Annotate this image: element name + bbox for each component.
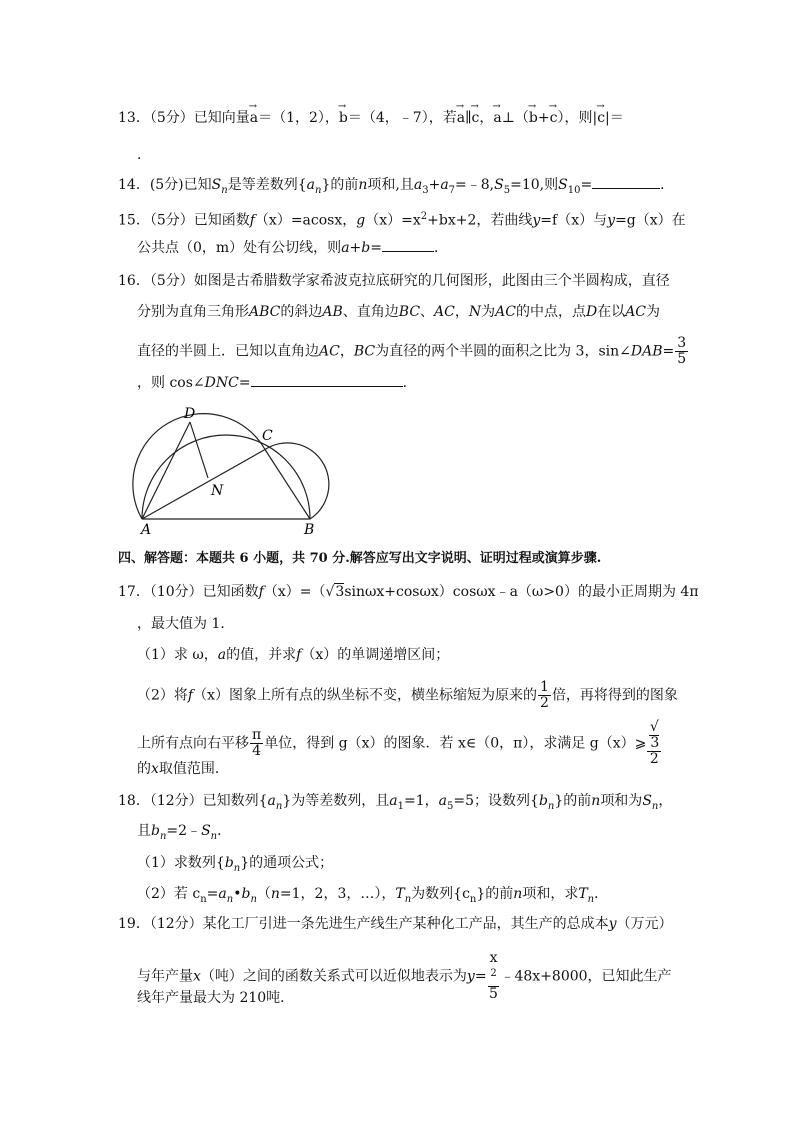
question-19-line-3: 线年产量最大为 210吨． [137, 990, 295, 1006]
fraction-3-5: $\frac{3}{5}$ [677, 335, 687, 367]
label-c: C [262, 428, 273, 444]
question-13-line-2: ． [137, 147, 151, 163]
label-b: B [304, 522, 315, 538]
question-17-part-2-line-3: 的x取值范围． [137, 761, 229, 777]
semicircle-ac [133, 414, 265, 519]
question-18-part-2: （2）若 $c_n=a_n•b_n(n=1$，2，3，…），$T_n$为数列$\{c_n\}$的前n项和，求$T_n$． [137, 886, 609, 905]
question-16-line-3: 直径的半圆上．已知以直角边AC，BC为直径的两个半圆的面积之比为 3，sin∠DAB= $\frac{3}{5}$ [137, 335, 687, 367]
fraction-x2-5: x $^2$ 5 [489, 950, 498, 1002]
label-n: N [211, 483, 224, 499]
question-13-line-1: 13．（5分）已知向量→ a＝（1，2），→ b＝（4，﹣7），若→ a∥→ c，→ a⊥（→ b+→ c），则|→ c|＝ [118, 108, 624, 128]
question-16-line-1: 16．（5分）如图是古希腊数学家希波克拉底研究的几何图形，此图由三个半圆构成，直径 [118, 273, 670, 289]
semicircle-bc [265, 443, 329, 519]
question-17-line-1: 17．（10分）已知函数f（x）=（√3sinωx+cosωx）cosωx﹣a（ω>0）的最小正周期为 4π [118, 584, 699, 600]
section-4-heading: 四、解答题：本题共 6 小题，共 70 分.解答应写出文字说明、证明过程或演算步骤. [118, 551, 602, 566]
question-16-line-4: ，则 cos∠DNC= ． [137, 375, 417, 391]
answer-blank-14[interactable] [592, 176, 660, 189]
fraction-1-2: $\frac{1}{2}$ [540, 679, 549, 711]
question-15-line-2: 公共点（0，m）处有公切线，则a+b= ． [137, 240, 448, 256]
answer-blank-15[interactable] [382, 239, 434, 252]
segment-dn [190, 422, 208, 478]
fraction-sqrt3-2: √ 3 2 [647, 720, 661, 767]
question-17-part-2-line-1: （2）将f（x）图象上所有点的纵坐标不变，横坐标缩短为原来的 $\frac{1}{2}$ 倍，再将得到的图象 [137, 679, 678, 711]
segment-ac [142, 450, 265, 520]
question-17-line-2: ，最大值为 1． [137, 616, 235, 632]
question-16-line-2: 分别为直角三角形ABC的斜边AB、直角边BC、AC，N为AC的中点，点D在以AC为 [137, 304, 661, 320]
question-18-line-2: 且$b_n=2﹣S_n$． [137, 823, 232, 842]
semicircle-ab [142, 435, 310, 519]
question-18-part-1: （1）求数列$\{b_n\}$的通项公式； [137, 855, 334, 874]
question-17-part-2-line-2: 上所有点向右平移 $\frac{\pi}{4}$ 单位，得到 g（x）的图象．若 x∈（0，π），求满足 g（x）⩾ √ 3 2 [137, 719, 660, 767]
question-19-line-1: 19．（12分）某化工厂引进一条先进生产线生产某种化工产品，其生产的总成本y（万元） [118, 916, 673, 932]
question-19-line-2: 与年产量x（吨）之间的函数关系式可以近似地表示为y= x $^2$ 5 ﹣48x+8000，已知此生产 [137, 950, 672, 1002]
question-15-line-1: 15．（5分）已知函数f（x）=acosx，$g(x)=x^2+bx+2$，若曲线y=f（x）与y=g（x）在 [118, 211, 686, 229]
segment-ad [142, 422, 190, 519]
segment-bc [265, 450, 310, 520]
question-18-line-1: 18．（12分）已知数列$\{a_n\}$为等差数列，且$a_1=1$，$a_5=5$；设数列$\{b_n\}$的前n项和为$S_n$， [118, 793, 673, 812]
question-17-part-1: （1）求 ω，a的值，并求f（x）的单调递增区间； [137, 647, 450, 663]
label-d: D [184, 406, 196, 422]
question-14: 14．(5分)已知$S_n$是等差数列$\{a_n\}$的前n项和,且$a_3+a_7=﹣8,S_5=10$,则$S_{10}=$ ． [118, 177, 675, 196]
label-a: A [141, 522, 152, 538]
geometry-figure [130, 400, 350, 540]
fraction-pi-4: $\frac{\pi}{4}$ [252, 727, 262, 759]
answer-blank-16[interactable] [251, 374, 403, 387]
